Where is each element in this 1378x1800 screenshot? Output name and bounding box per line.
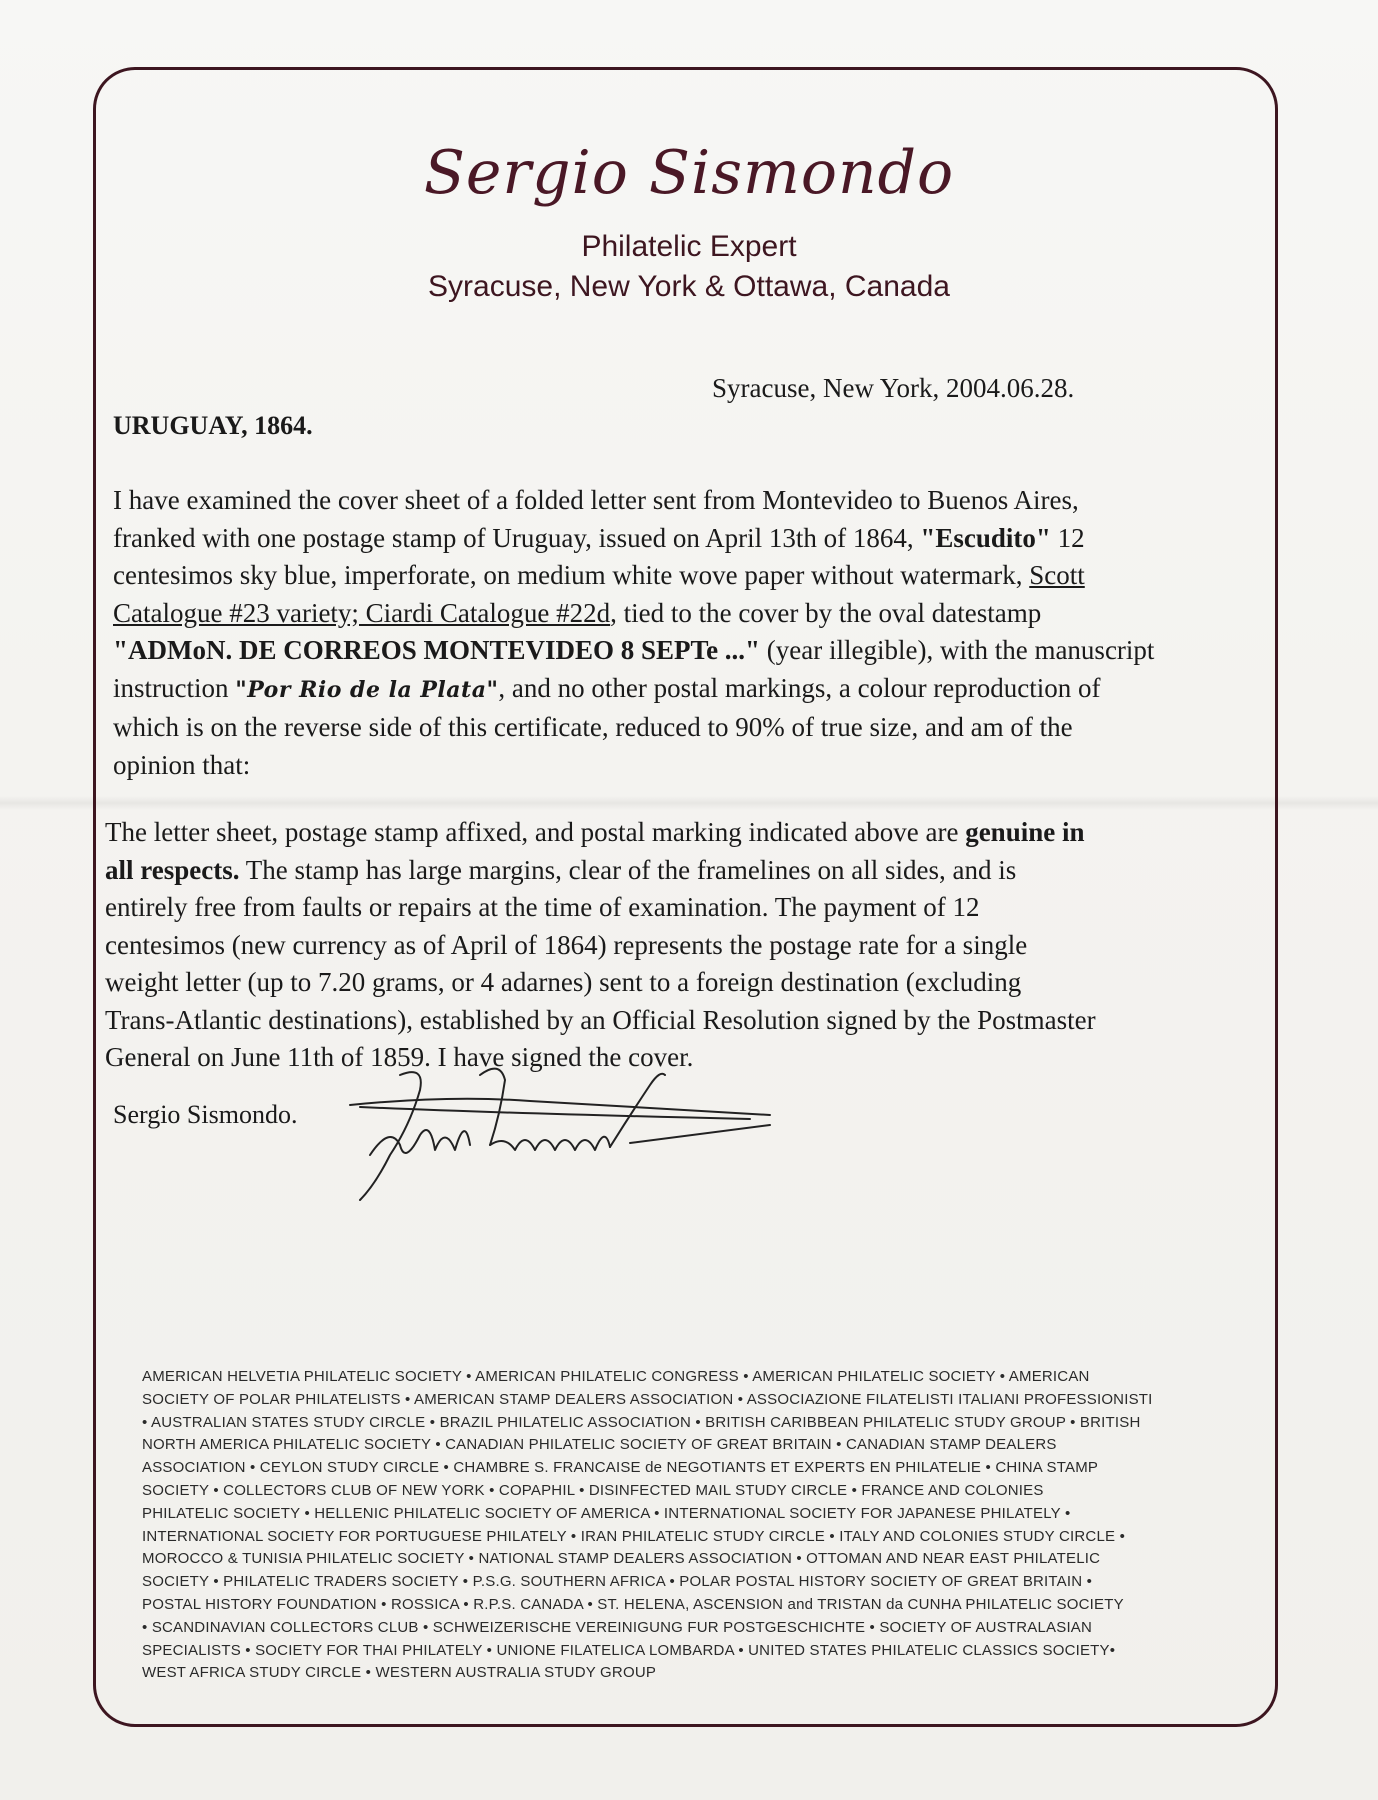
genuine-statement-end: all respects. (105, 854, 240, 885)
letterhead-name: Sergio Sismondo (423, 138, 955, 208)
letterhead-title: Philatelic Expert (581, 230, 797, 263)
society-line: AMERICAN HELVETIA PHILATELIC SOCIETY • AMERICAN PHILATELIC CONGRESS • AMERICAN PHILATELIC SOCIETY • AMERICAN (142, 1368, 1090, 1385)
para2-line-1 (105, 814, 1245, 852)
para1-line-1: I have examined the cover sheet of a folded letter sent from Montevideo to Buenos Aires, (113, 485, 1079, 515)
society-line: • SCANDINAVIAN COLLECTORS CLUB • SCHWEIZERISCHE VEREINIGUNG FUR POSTGESCHICHTE • SOCIETY OF AUSTRALASIAN (142, 1618, 1093, 1636)
stamp-name: "Escudito" (920, 522, 1051, 553)
para1-line-8: opinion that: (113, 749, 251, 780)
para2-line-5: weight letter (up to 7.20 grams, or 4 adarnes) sent to a foreign destination (excluding (105, 967, 1022, 997)
para1-line-7: which is on the reverse side of this certificate, reduced to 90% of true size, and am of the (113, 712, 1073, 742)
para1-line-3-text: centesimos sky blue, imperforate, on medium white wove paper without watermark, (113, 560, 1030, 590)
certificate-subject: URUGUAY, 1864. (113, 411, 313, 440)
para1-line-2 (113, 520, 1243, 558)
society-line: WEST AFRICA STUDY CIRCLE • WESTERN AUSTRALIA STUDY GROUP (142, 1664, 657, 1682)
society-line: SPECIALISTS • SOCIETY FOR THAI PHILATELY • UNIONE FILATELICA LOMBARDA • UNITED STATES PHILATELIC CLASSICS SOCIETY• (142, 1641, 1116, 1659)
para1-line-6-end: , and no other postal markings, a colour reproduction of (498, 672, 1101, 703)
manuscript-instruction: "Por Rio de la Plata" (235, 676, 499, 703)
para2-line-7: General on June 11th of 1859. I have signed the cover. (105, 1042, 694, 1072)
society-line: SOCIETY OF POLAR PHILATELISTS • AMERICAN STAMP DEALERS ASSOCIATION • ASSOCIAZIONE FILATELISTI ITALIANI PROFESSIONISTI (142, 1390, 1153, 1408)
society-line: INTERNATIONAL SOCIETY FOR PORTUGUESE PHILATELY • IRAN PHILATELIC STUDY CIRCLE • ITALY AND COLONIES STUDY CIRCLE • (142, 1527, 1126, 1545)
society-line: ASSOCIATION • CEYLON STUDY CIRCLE • CHAMBRE S. FRANCAISE de NEGOTIANTS ET EXPERTS EN PHILATELIE • CHINA STAMP (142, 1459, 1099, 1477)
para1-line-2-text: franked with one postage stamp of Uruguay, issued on April 13th of 1864, (113, 522, 921, 553)
para2-line-6: Trans-Atlantic destinations), established by an Official Resolution signed by the Postmaster (105, 1004, 1096, 1035)
society-line: POSTAL HISTORY FOUNDATION • ROSSICA • R.P.S. CANADA • ST. HELENA, ASCENSION and TRISTAN da CUNHA PHILATELIC SOCIETY (142, 1595, 1124, 1613)
opinion-paragraph (105, 814, 1245, 1077)
para2-line-4: centesimos (new currency as of April of 1864) represents the postage rate for a single (105, 929, 1028, 960)
para1-line-4-text: , tied to the cover by the oval datestamp (610, 597, 1042, 628)
para2-line-2-text: The stamp has large margins, clear of the framelines on all sides, and is (239, 854, 1017, 885)
para1-line-4 (113, 595, 1243, 633)
para1-line-6 (113, 670, 1243, 710)
para2-line-2 (105, 852, 1245, 890)
society-line: NORTH AMERICA PHILATELIC SOCIETY • CANADIAN PHILATELIC SOCIETY OF GREAT BRITAIN • CANADIAN STAMP DEALERS (142, 1436, 1057, 1454)
society-memberships (142, 1366, 1237, 1685)
para1-line-3 (113, 557, 1243, 595)
para1-line-5-text: (year illegible), with the manuscript (760, 635, 1155, 665)
society-line: • AUSTRALIAN STATES STUDY CIRCLE • BRAZIL PHILATELIC ASSOCIATION • BRITISH CARIBBEAN PHILATELIC STUDY GROUP • BRITISH (142, 1413, 1141, 1431)
examination-paragraph (113, 482, 1243, 784)
handwritten-signature (330, 1055, 790, 1215)
society-line: PHILATELIC SOCIETY • HELLENIC PHILATELIC SOCIETY OF AMERICA • INTERNATIONAL SOCIETY FOR JAPANESE PHILATELY • (142, 1504, 1071, 1522)
signoff-name: Sergio Sismondo. (113, 1100, 298, 1129)
para1-line-2-end: 12 (1050, 522, 1085, 553)
para2-line-1-text: The letter sheet, postage stamp affixed, and postal marking indicated above are (105, 817, 966, 847)
society-line: SOCIETY • COLLECTORS CLUB OF NEW YORK • COPAPHIL • DISINFECTED MAIL STUDY CIRCLE • FRANCE AND COLONIES (142, 1481, 1044, 1499)
catalogue-ref-start: Scott (1029, 560, 1085, 590)
society-line: SOCIETY • PHILATELIC TRADERS SOCIETY • P.S.G. SOUTHERN AFRICA • POLAR POSTAL HISTORY SOCIETY OF GREAT BRITAIN • (142, 1573, 1093, 1591)
para2-line-3: entirely free from faults or repairs at the time of examination. The payment of 12 (105, 892, 980, 922)
para1-line-6-text: instruction (113, 672, 236, 703)
letterhead-location: Syracuse, New York & Ottawa, Canada (428, 270, 950, 303)
society-line: MOROCCO & TUNISIA PHILATELIC SOCIETY • NATIONAL STAMP DEALERS ASSOCIATION • OTTOMAN AND NEAR EAST PHILATELIC (142, 1550, 1101, 1568)
para1-line-5 (113, 632, 1243, 670)
catalogue-ref: Catalogue #23 variety; Ciardi Catalogue #22d (113, 597, 611, 628)
genuine-statement: genuine in (965, 817, 1085, 847)
datestamp-text: "ADMoN. DE CORREOS MONTEVIDEO 8 SEPTe ..." (113, 635, 761, 665)
certificate-date: Syracuse, New York, 2004.06.28. (712, 373, 1075, 403)
